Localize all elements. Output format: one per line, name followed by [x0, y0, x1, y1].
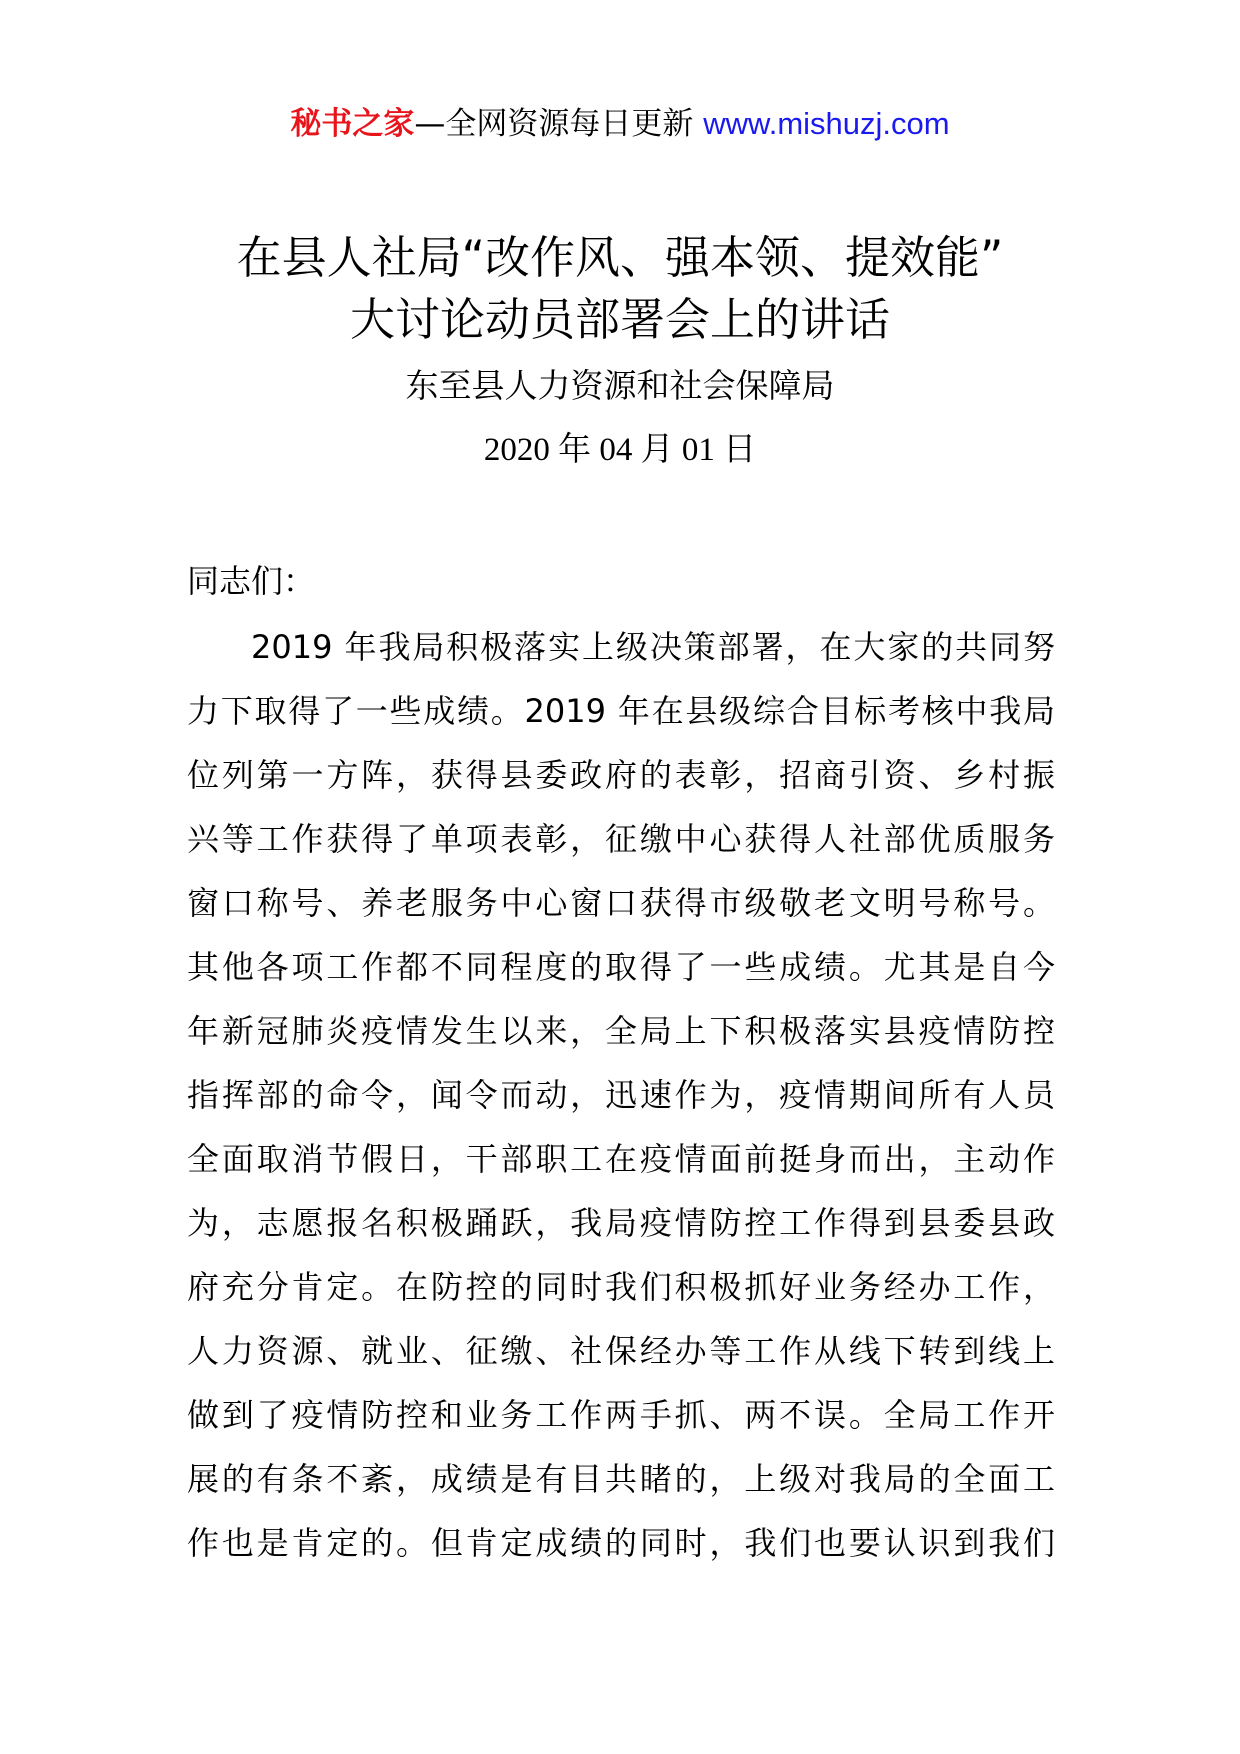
salutation: 同志们：: [187, 562, 316, 600]
body-line: 做到了疫情防控和业务工作两手抓、两不误。全局工作开: [187, 1396, 1055, 1434]
body-line: 年新冠肺炎疫情发生以来，全局上下积极落实县疫情防控: [187, 1012, 1055, 1050]
body-line: 指挥部的命令，闻令而动，迅速作为，疫情期间所有人员: [187, 1076, 1055, 1114]
body-line: 窗口称号、养老服务中心窗口获得市级敬老文明号称号。: [187, 884, 1055, 922]
body-line: 为，志愿报名积极踊跃，我局疫情防控工作得到县委县政: [187, 1204, 1055, 1242]
body-line: 其他各项工作都不同程度的取得了一些成绩。尤其是自今: [187, 948, 1055, 986]
body-text: [187, 615, 1055, 1575]
document-title-line-1: 在县人社局“改作风、强本领、提效能”: [236, 231, 1004, 284]
site-header: [0, 104, 1240, 144]
body-line: 2019 年我局积极落实上级决策部署，在大家的共同努: [251, 628, 1055, 666]
site-name: 秘书之家: [290, 106, 415, 142]
document-date: 2020 年 04 月 01 日: [483, 432, 757, 468]
site-slogan: —全网资源每日更新: [414, 106, 704, 142]
body-line: 兴等工作获得了单项表彰，征缴中心获得人社部优质服务: [187, 820, 1055, 858]
site-url-link[interactable]: www.mishuzj.com: [703, 106, 950, 141]
issuing-organization: 东至县人力资源和社会保障局: [405, 366, 835, 405]
body-line: 全面取消节假日，干部职工在疫情面前挺身而出，主动作: [187, 1140, 1055, 1178]
body-line: 作也是肯定的。但肯定成绩的同时，我们也要认识到我们: [187, 1524, 1055, 1562]
body-line: 展的有条不紊，成绩是有目共睹的，上级对我局的全面工: [187, 1460, 1055, 1498]
body-line: 府充分肯定。在防控的同时我们积极抓好业务经办工作，: [187, 1268, 1055, 1306]
body-line: 位列第一方阵，获得县委政府的表彰，招商引资、乡村振: [187, 756, 1055, 794]
body-line: 人力资源、就业、征缴、社保经办等工作从线下转到线上: [187, 1332, 1055, 1370]
document-title-line-2: 大讨论动员部署会上的讲话: [349, 293, 890, 346]
body-line: 力下取得了一些成绩。2019 年在县级综合目标考核中我局: [187, 692, 1055, 730]
